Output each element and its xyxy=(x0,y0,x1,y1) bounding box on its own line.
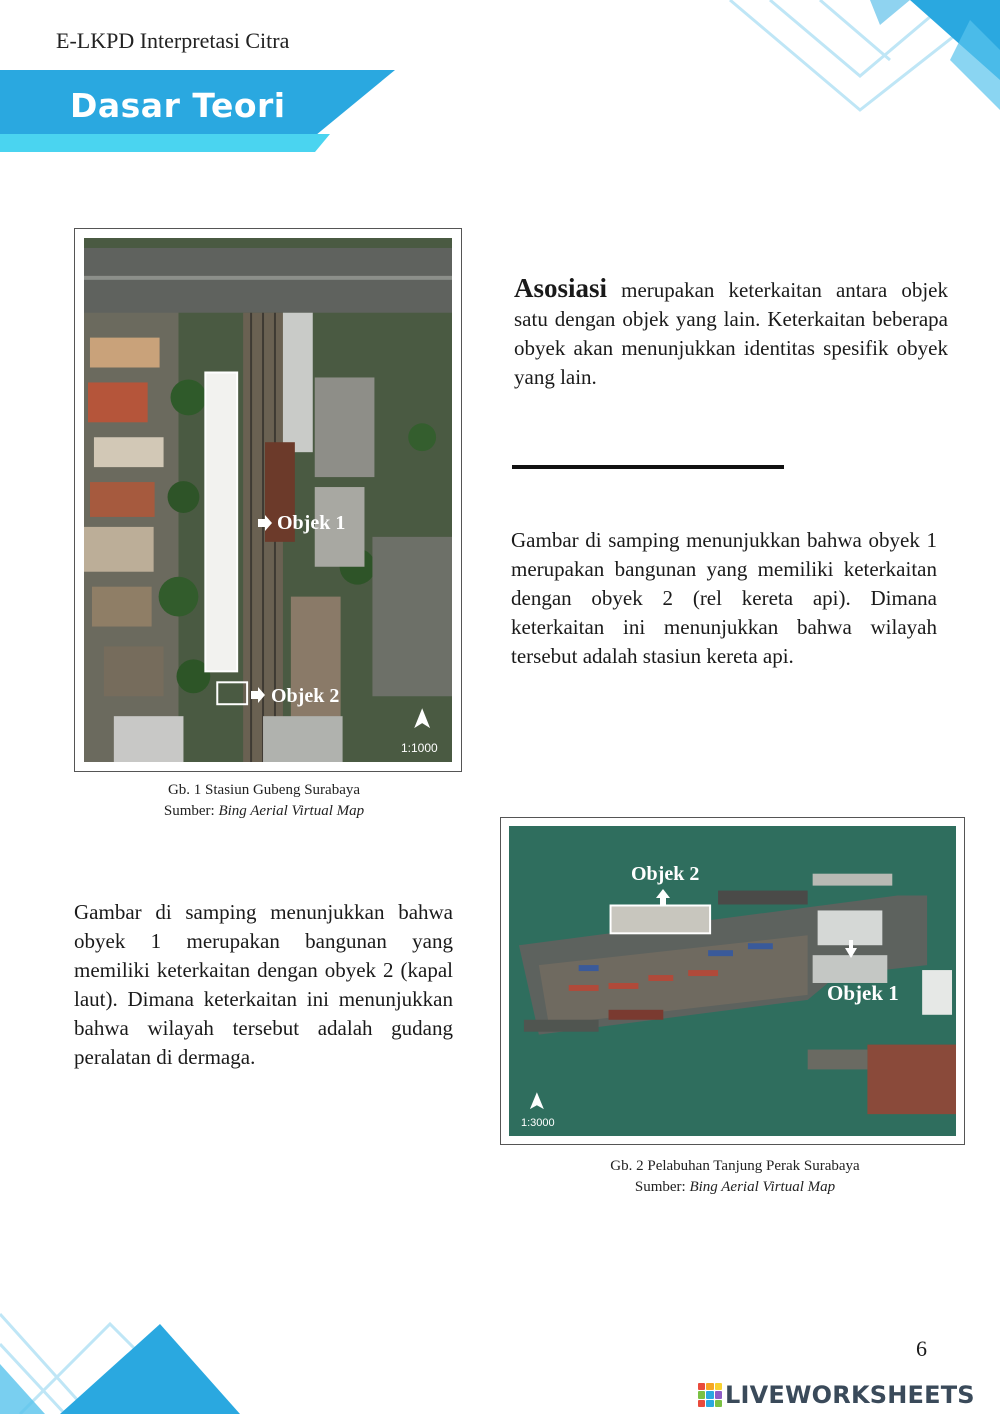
aerial-image-station xyxy=(84,238,452,762)
figure-1-label-object-1: Objek 1 xyxy=(277,512,346,534)
figure-1-caption-source-prefix: Sumber: xyxy=(163,803,219,819)
intro-text: merupakan keterkaitan antara objek satu dengan objek yang lain. Keterkaitan beberapa obyek akan menunjukkan identitas spesifik obyek yang lain. xyxy=(514,278,948,389)
figure-2-caption-source: Bing Aerial Virtual Map xyxy=(689,1179,836,1195)
liveworksheets-logo[interactable] xyxy=(698,1382,975,1408)
figure-2-scale: 1:3000 xyxy=(521,1117,555,1129)
figure-1-scale: 1:1000 xyxy=(401,741,438,755)
figure-2-frame xyxy=(500,817,965,1145)
figure-2-caption-source-prefix: Sumber: xyxy=(634,1179,690,1195)
figure-1-frame xyxy=(74,228,462,772)
intro-term: Asosiasi xyxy=(514,273,608,303)
divider-line xyxy=(512,465,784,469)
figure-2-caption-title: Gb. 2 Pelabuhan Tanjung Perak Surabaya xyxy=(610,1158,860,1174)
intro-paragraph xyxy=(514,274,948,392)
figure-1-caption xyxy=(74,780,454,822)
figure-1-caption-title: Gb. 1 Stasiun Gubeng Surabaya xyxy=(167,782,361,798)
corner-decoration-top xyxy=(710,0,1000,150)
figure-2-description: Gambar di samping menunjukkan bahwa obyek 1 merupakan bangunan yang memiliki keterkaitan dengan obyek 2 (kapal laut). Dimana keterkaitan ini menunjukkan bahwa wilayah tersebut adalah gudang peralatan di dermaga. xyxy=(74,900,453,1069)
corner-decoration-bottom xyxy=(0,1304,240,1414)
figure-1-description: Gambar di samping menunjukkan bahwa obyek 1 merupakan bangunan yang memiliki keterkaitan dengan obyek 2 (rel kereta api). Dimana keterkaitan ini menunjukkan bahwa wilayah tersebut adalah stasiun kereta api. xyxy=(511,528,937,668)
page-number: 6 xyxy=(916,1336,927,1361)
figure-2-label-object-1: Objek 1 xyxy=(827,981,899,1005)
figure-1-caption-source: Bing Aerial Virtual Map xyxy=(218,803,365,819)
document-title: E-LKPD Interpretasi Citra xyxy=(56,28,290,53)
figure-2-label-object-2: Objek 2 xyxy=(631,863,700,885)
logo-grid-icon xyxy=(698,1383,722,1407)
figure-1-label-object-2: Objek 2 xyxy=(271,685,340,707)
section-title: Dasar Teori xyxy=(70,86,286,125)
aerial-image-port xyxy=(509,826,956,1136)
figure-2-caption xyxy=(500,1156,970,1198)
brand-text: LIVEWORKSHEETS xyxy=(725,1381,975,1409)
